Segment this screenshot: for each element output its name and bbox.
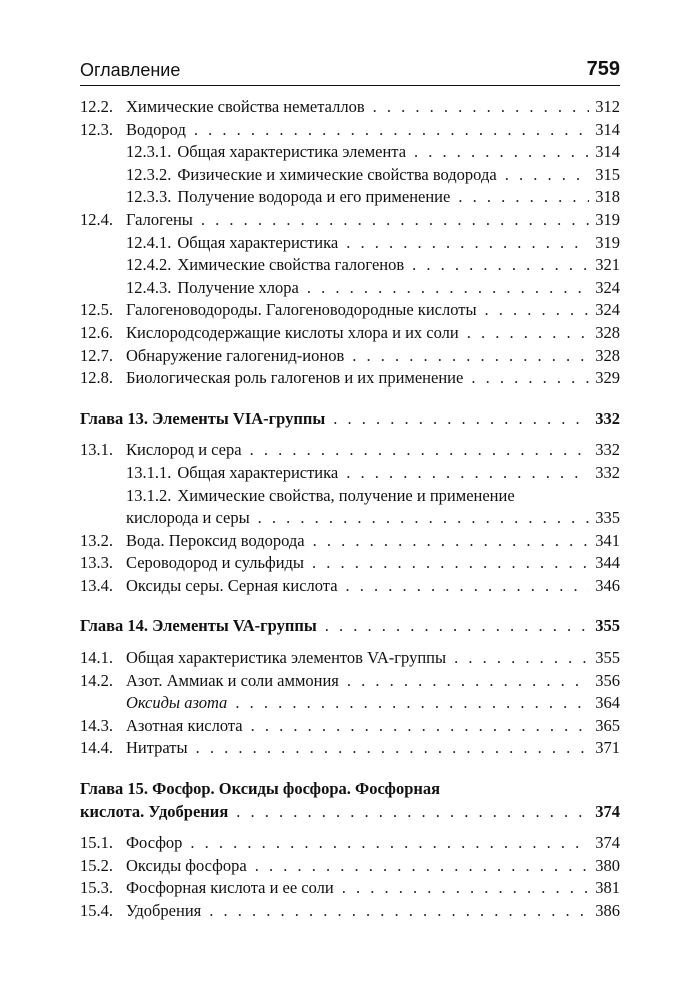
dot-leader <box>458 186 589 209</box>
toc-entry-12-3 <box>80 119 620 142</box>
toc-entry-12-3-2 <box>80 164 620 187</box>
entry-page: 386 <box>595 901 620 920</box>
dot-leader <box>258 507 590 530</box>
entry-title: Химические свойства галогенов <box>177 255 405 275</box>
entry-number: 15.3. <box>80 878 113 898</box>
entry-number: 13.2. <box>80 530 113 550</box>
entry-number: 12.4. <box>80 209 113 229</box>
entry-page: 314 <box>595 119 620 139</box>
entry-title: Получение водорода и его применение <box>177 187 451 207</box>
entry-number: 12.3.2. <box>126 164 172 184</box>
dot-leader <box>346 462 589 485</box>
toc-entry-14-3 <box>80 715 620 738</box>
spacer <box>80 390 620 408</box>
entry-title: Кислородсодержащие кислоты хлора и их соли <box>126 322 459 342</box>
entry-title: Оксиды фосфора <box>126 855 247 875</box>
entry-title: Общая характеристика <box>177 462 339 482</box>
dot-leader <box>346 575 590 598</box>
entry-page: 365 <box>595 715 620 735</box>
entry-page: 332 <box>595 440 620 460</box>
entry-title: Галогеноводороды. Галогеноводородные кислоты <box>126 300 477 320</box>
dot-leader <box>201 209 589 232</box>
dot-leader <box>352 345 589 368</box>
entry-title-continued: кислорода и серы <box>126 508 250 528</box>
toc-entry-12-4-3 <box>80 277 620 300</box>
toc-entry-12-2 <box>80 96 620 119</box>
toc-entry-14-2 <box>80 670 620 693</box>
entry-page: 318 <box>595 187 620 207</box>
entry-title: Нитраты <box>126 738 188 758</box>
entry-page: 319 <box>595 232 620 252</box>
entry-number: 12.5. <box>80 300 113 320</box>
toc-chapter-15-continued <box>80 801 620 824</box>
entry-title: Сероводород и сульфиды <box>126 553 305 573</box>
entry-number: 15.4. <box>80 901 113 920</box>
toc-entry-14-2-nitrogen-oxides <box>80 692 620 715</box>
entry-number: 12.8. <box>80 368 113 388</box>
entry-number: 15.2. <box>80 855 113 875</box>
entry-page: 314 <box>595 142 620 162</box>
entry-number: 14.4. <box>80 738 113 758</box>
entry-title: Общая характеристика <box>177 232 339 252</box>
toc-entry-13-1-2 <box>80 485 620 508</box>
entry-page: 364 <box>595 693 620 713</box>
toc-entry-13-4 <box>80 575 620 598</box>
entry-number: 13.1.2. <box>126 485 172 505</box>
toc-entry-14-1 <box>80 647 620 670</box>
entry-page: 321 <box>595 255 620 275</box>
entry-title: Фосфор <box>126 833 183 853</box>
toc-entry-12-7 <box>80 345 620 368</box>
entry-number: 12.7. <box>80 345 113 365</box>
dot-leader <box>209 900 589 923</box>
entry-title: Общая характеристика элементов VA-группы <box>126 648 447 668</box>
entry-page: 328 <box>595 322 620 342</box>
entry-number: 12.2. <box>80 97 113 116</box>
toc-entry-12-8 <box>80 367 620 390</box>
dot-leader <box>485 299 590 322</box>
entry-page: 374 <box>595 801 620 821</box>
dot-leader <box>255 855 590 878</box>
entry-title: Вода. Пероксид водорода <box>126 530 305 550</box>
spacer <box>80 638 620 647</box>
dot-leader <box>251 715 590 738</box>
toc-entry-12-3-1 <box>80 141 620 164</box>
dot-leader <box>313 530 590 553</box>
entry-page: 374 <box>595 833 620 853</box>
entry-title: Кислород и сера <box>126 440 242 460</box>
toc-entry-12-4-1 <box>80 232 620 255</box>
toc-entry-14-4 <box>80 737 620 760</box>
spacer <box>80 597 620 615</box>
entry-number: 14.3. <box>80 715 113 735</box>
entry-page: 324 <box>595 277 620 297</box>
toc-entry-12-5 <box>80 299 620 322</box>
dot-leader <box>346 232 589 255</box>
entry-page: 335 <box>595 508 620 528</box>
toc-entry-15-4 <box>80 900 620 923</box>
toc-entry-13-1-2-continued <box>80 507 620 530</box>
entry-page: 380 <box>595 855 620 875</box>
entry-number: 13.1. <box>80 440 113 460</box>
table-of-contents <box>80 96 620 923</box>
entry-number: 12.4.1. <box>126 232 172 252</box>
entry-page: 319 <box>595 209 620 229</box>
entry-page: 332 <box>595 462 620 482</box>
running-header <box>80 56 620 86</box>
toc-chapter-13 <box>80 408 620 431</box>
entry-title: Азотная кислота <box>126 715 243 735</box>
dot-leader <box>196 737 590 760</box>
entry-title: Физические и химические свойства водорода <box>177 164 497 184</box>
entry-number: 14.1. <box>80 648 113 668</box>
dot-leader <box>505 164 590 187</box>
entry-title: Оксиды азота <box>126 693 228 713</box>
entry-page: 328 <box>595 345 620 365</box>
chapter-title: Глава 15. Фосфор. Оксиды фосфора. Фосфорная <box>80 779 441 799</box>
toc-entry-13-1 <box>80 439 620 462</box>
entry-number: 12.3. <box>80 119 113 139</box>
entry-page: 355 <box>595 616 620 636</box>
dot-leader <box>250 439 590 462</box>
entry-title: Биологическая роль галогенов и их применение <box>126 368 464 388</box>
entry-page: 324 <box>595 300 620 320</box>
dot-leader <box>471 367 589 390</box>
entry-page: 356 <box>595 670 620 690</box>
entry-number: 12.4.3. <box>126 277 172 297</box>
toc-entry-15-3 <box>80 877 620 900</box>
dot-leader <box>347 670 589 693</box>
toc-entry-12-3-3 <box>80 186 620 209</box>
entry-number: 15.1. <box>80 833 113 853</box>
entry-number: 14.2. <box>80 670 113 690</box>
toc-entry-13-1-1 <box>80 462 620 485</box>
spacer <box>80 430 620 439</box>
entry-title: Обнаружение галогенид-ионов <box>126 345 345 365</box>
entry-title: Общая характеристика элемента <box>177 142 407 162</box>
chapter-title-continued: кислота. Удобрения <box>80 801 229 821</box>
entry-number: 12.4.2. <box>126 255 172 275</box>
dot-leader <box>467 322 590 345</box>
entry-title: Водород <box>126 119 186 139</box>
entry-page: 371 <box>595 738 620 758</box>
entry-page: 315 <box>595 164 620 184</box>
entry-number: 13.1.1. <box>126 462 172 482</box>
toc-entry-15-2 <box>80 855 620 878</box>
dot-leader <box>236 801 589 824</box>
entry-title: Оксиды серы. Серная кислота <box>126 575 338 595</box>
entry-title: Химические свойства, получение и применение <box>177 485 515 505</box>
dot-leader <box>235 692 589 715</box>
dot-leader <box>194 119 589 142</box>
dot-leader <box>414 141 589 164</box>
toc-entry-13-3 <box>80 552 620 575</box>
dot-leader <box>454 647 589 670</box>
entry-title: Получение хлора <box>177 277 299 297</box>
chapter-title: Глава 14. Элементы VA-группы <box>80 616 317 636</box>
entry-page: 341 <box>595 530 620 550</box>
dot-leader <box>190 832 589 855</box>
spacer <box>80 760 620 778</box>
dot-leader <box>342 877 590 900</box>
entry-page: 329 <box>595 368 620 388</box>
toc-entry-12-4 <box>80 209 620 232</box>
entry-page: 344 <box>595 553 620 573</box>
toc-entry-12-6 <box>80 322 620 345</box>
dot-leader <box>312 552 589 575</box>
toc-chapter-14 <box>80 615 620 638</box>
entry-page: 332 <box>595 408 620 428</box>
chapter-title: Глава 13. Элементы VIA-группы <box>80 408 326 428</box>
entry-title: Химические свойства неметаллов <box>126 97 365 116</box>
entry-page: 381 <box>595 878 620 898</box>
entry-page: 312 <box>595 97 620 116</box>
dot-leader <box>307 277 589 300</box>
dot-leader <box>333 408 589 431</box>
entry-title: Галогены <box>126 209 193 229</box>
entry-title: Азот. Аммиак и соли аммония <box>126 670 339 690</box>
toc-entry-12-4-2 <box>80 254 620 277</box>
entry-number: 12.3.3. <box>126 187 172 207</box>
entry-number: 12.3.1. <box>126 142 172 162</box>
entry-number: 12.6. <box>80 322 113 342</box>
toc-entry-13-2 <box>80 530 620 553</box>
spacer <box>80 823 620 832</box>
header-title: Оглавление <box>80 60 181 80</box>
dot-leader <box>325 615 590 638</box>
header-page-number: 759 <box>586 58 620 80</box>
entry-title: Удобрения <box>126 901 202 920</box>
entry-number: 13.3. <box>80 553 113 573</box>
toc-chapter-15 <box>80 778 620 801</box>
entry-page: 355 <box>595 648 620 668</box>
entry-title: Фосфорная кислота и ее соли <box>126 878 334 898</box>
entry-page: 346 <box>595 575 620 595</box>
entry-number: 13.4. <box>80 575 113 595</box>
dot-leader <box>373 96 590 119</box>
dot-leader <box>412 254 589 277</box>
toc-entry-15-1 <box>80 832 620 855</box>
